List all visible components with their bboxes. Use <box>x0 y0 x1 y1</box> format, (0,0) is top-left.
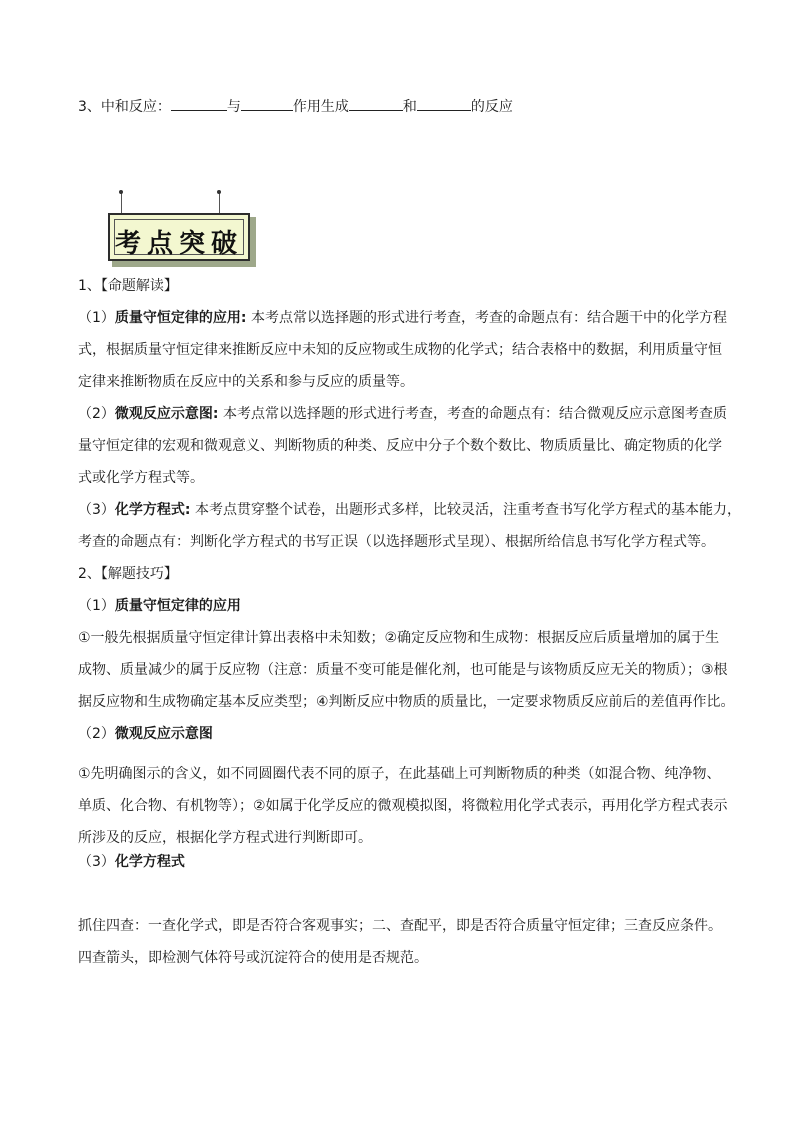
t1-title: 质量守恒定律的应用 <box>114 598 241 614</box>
p2-title: 微观反应示意图: <box>114 406 219 422</box>
sign-nail-right <box>217 190 221 194</box>
p3-title: 化学方程式: <box>114 502 191 518</box>
t2-number: （2） <box>78 726 115 742</box>
question-3-word-1: 与 <box>226 99 241 115</box>
sign-board <box>108 213 250 261</box>
question-3-word-4: 的反应 <box>470 99 513 115</box>
section-1-p2-line-1 <box>78 404 727 424</box>
answer-blank-3[interactable] <box>349 96 403 111</box>
t3-title: 化学方程式 <box>114 854 185 870</box>
section-1-p1-line-1 <box>78 308 727 328</box>
question-3-word-3: 和 <box>402 99 417 115</box>
t3-number: （3） <box>78 854 115 870</box>
section-2-t3-line-1: 抓住四查：一查化学式，即是否符合客观事实；二、查配平，即是否符合质量守恒定律；三查反应条件。 <box>78 918 722 934</box>
section-sign <box>108 213 256 267</box>
section-1-p3-line-2: 考查的命题点有：判断化学方程式的书写正误（以选择题形式呈现）、根据所给信息书写化学方程式等。 <box>78 534 715 550</box>
p1-number: （1） <box>78 310 115 326</box>
section-1-p2-line-2: 量守恒定律的宏观和微观意义、判断物质的种类、反应中分子个数个数比、物质质量比、确定物质的化学 <box>78 438 722 454</box>
p2-text-1: 本考点常以选择题的形式进行考查，考查的命题点有：结合微观反应示意图考查质 <box>218 406 727 422</box>
section-2-t3-title <box>78 852 185 872</box>
question-3 <box>78 96 513 117</box>
section-2-t1-line-2: 成物、质量减少的属于反应物（注意：质量不变可能是催化剂，也可能是与该物质反应无关的物质）；③根 <box>78 662 728 678</box>
section-2-heading: 2、【解题技巧】 <box>78 566 178 582</box>
sign-title: 考点突破 <box>114 229 243 259</box>
section-2-t2-title <box>78 724 213 744</box>
t1-number: （1） <box>78 598 115 614</box>
section-2-t2-line-2: 单质、化合物、有机物等）；②如属于化学反应的微观模拟图，将微粒用化学式表示，再用化学方程式表示 <box>78 798 728 814</box>
section-1-heading: 1、【命题解读】 <box>78 278 178 294</box>
section-2-t1-line-3: 据反应物和生成物确定基本反应类型；④判断反应中物质的质量比，一定要求物质反应前后的差值再作比。 <box>78 694 735 710</box>
t2-title: 微观反应示意图 <box>114 726 213 742</box>
section-1-p2-line-3: 式或化学方程式等。 <box>78 470 204 486</box>
answer-blank-1[interactable] <box>171 96 227 111</box>
section-2-t1-line-1: ①一般先根据质量守恒定律计算出表格中未知数；②确定反应物和生成物：根据反应后质量增加的属于生 <box>78 630 720 646</box>
sign-nail-left <box>119 190 123 194</box>
section-1-p1-line-3: 定律来推断物质在反应中的关系和参与反应的质量等。 <box>78 374 414 390</box>
section-1-p1-line-2: 式，根据质量守恒定律来推断反应中未知的反应物或生成物的化学式；结合表格中的数据，利用质量守恒 <box>78 342 722 358</box>
section-2-t3-line-2: 四查箭头，即检测气体符号或沉淀符合的使用是否规范。 <box>78 950 428 966</box>
p1-title: 质量守恒定律的应用: <box>114 310 247 326</box>
answer-blank-4[interactable] <box>417 96 471 111</box>
section-2-t2-line-3: 所涉及的反应，根据化学方程式进行判断即可。 <box>78 830 372 846</box>
p3-number: （3） <box>78 502 115 518</box>
p3-text-1: 本考点贯穿整个试卷，出题形式多样，比较灵活，注重考查书写化学方程式的基本能力， <box>190 502 741 518</box>
answer-blank-2[interactable] <box>241 96 293 111</box>
section-2-t1-title <box>78 596 241 616</box>
question-3-prefix: 3、中和反应： <box>78 99 171 115</box>
p2-number: （2） <box>78 406 115 422</box>
question-3-word-2: 作用生成 <box>292 99 349 115</box>
section-1-p3-line-1 <box>78 500 741 520</box>
p1-text-1: 本考点常以选择题的形式进行考查，考查的命题点有：结合题干中的化学方程 <box>246 310 727 326</box>
section-2-t2-line-1: ①先明确图示的含义，如不同圆圈代表不同的原子，在此基础上可判断物质的种类（如混合物、纯净物、 <box>78 766 721 782</box>
